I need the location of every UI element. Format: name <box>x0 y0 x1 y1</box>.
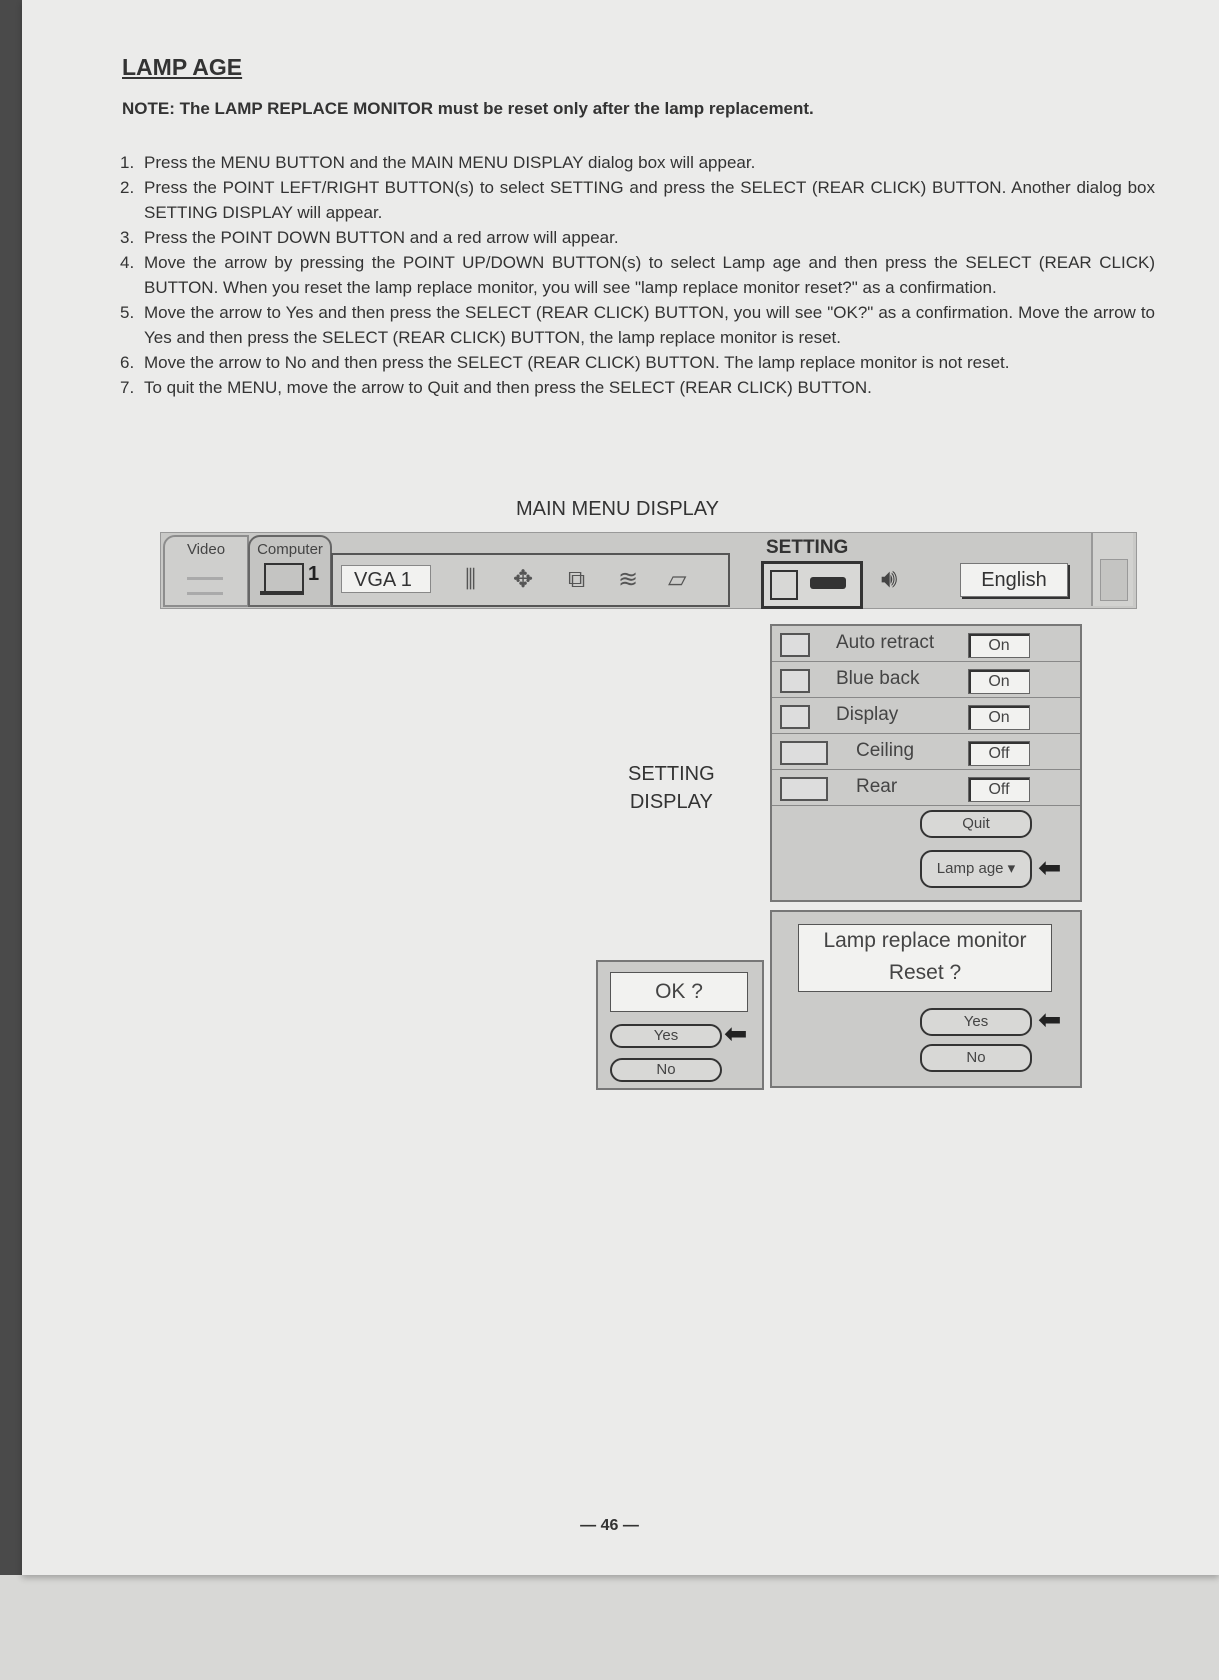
video-tab[interactable]: Video <box>163 535 249 607</box>
screen-icon <box>770 570 798 600</box>
step-item: 4. Move the arrow by pressing the POINT UP/DOWN BUTTON(s) to select Lamp age and then press the SELECT (REAR CLICK) BUTTON. When you reset the lamp replace monitor, you will see "lamp replace monitor reset?" as a confirmation. <box>120 253 1155 297</box>
ceiling-icon <box>780 741 828 765</box>
lamp-replace-dialog <box>770 910 1082 1088</box>
ok-dialog <box>596 960 764 1090</box>
language-button[interactable]: English <box>960 563 1068 597</box>
position-icon[interactable]: ✥ <box>513 566 534 593</box>
computer-monitor-icon <box>264 563 304 593</box>
step-item: 1. Press the MENU BUTTON and the MAIN MENU DISPLAY dialog box will appear. <box>120 153 756 172</box>
step-item: 2. Press the POINT LEFT/RIGHT BUTTON(s) to select SETTING and press the SELECT (REAR CLICK) BUTTON. Another dialog box SETTING DISPLAY will appear. <box>120 178 1155 222</box>
rear-icon <box>780 777 828 801</box>
setting-display-panel <box>770 624 1082 902</box>
instruction-steps <box>120 150 1155 400</box>
image-select-icon[interactable]: ⧉ <box>568 566 586 593</box>
lamp-age-button[interactable]: Lamp age ▾ <box>920 850 1032 888</box>
video-icon <box>187 577 223 595</box>
chevron-down-icon: ▾ <box>1007 860 1016 877</box>
step-item: 7. To quit the MENU, move the arrow to Quit and then press the SELECT (REAR CLICK) BUTTON. <box>120 378 872 397</box>
main-menu-caption: MAIN MENU DISPLAY <box>516 498 719 520</box>
computer-submenu-group <box>331 553 730 607</box>
setting-row-ceiling[interactable]: Ceiling Off <box>772 734 1080 770</box>
vga-mode-box[interactable]: VGA 1 <box>341 565 431 593</box>
screen-icon[interactable]: ▱ <box>668 566 687 593</box>
ok-yes-button[interactable]: Yes <box>610 1024 722 1048</box>
book-spine <box>0 0 22 1575</box>
step-item: 6. Move the arrow to No and then press the SELECT (REAR CLICK) BUTTON. The lamp replace monitor is not reset. <box>120 353 1010 372</box>
pointer-arrow-icon: ⬅ <box>1038 1004 1062 1035</box>
pc-adjust-icon[interactable]: ⫼ <box>465 566 477 593</box>
step-item: 3. Press the POINT DOWN BUTTON and a red arrow will appear. <box>120 228 619 247</box>
lamp-replace-message: Lamp replace monitor Reset ? <box>798 924 1052 992</box>
blue-back-icon <box>780 669 810 693</box>
page-number: — 46 — <box>580 1517 639 1534</box>
computer-tab[interactable]: Computer 1 <box>248 535 332 607</box>
setting-display-caption: SETTING DISPLAY <box>628 763 715 813</box>
pointer-arrow-icon: ⬅ <box>1038 852 1062 883</box>
note-text: NOTE: The LAMP REPLACE MONITOR must be reset only after the lamp replacement. <box>122 99 814 118</box>
setting-menu-button[interactable] <box>761 561 863 609</box>
ok-no-button[interactable]: No <box>610 1058 722 1082</box>
section-title: LAMP AGE <box>122 54 243 80</box>
auto-retract-icon <box>780 633 810 657</box>
lamp-reset-no-button[interactable]: No <box>920 1044 1032 1072</box>
ok-message: OK ? <box>610 972 748 1012</box>
setting-label: SETTING <box>766 537 849 558</box>
sound-icon[interactable]: 🔊︎ <box>881 563 898 593</box>
step-item: 5. Move the arrow to Yes and then press the SELECT (REAR CLICK) BUTTON, you will see "OK?" as a confirmation. Move the arrow to Yes and then press the SELECT (REAR CLICK) BUTTON, the lamp replace monitor is reset. <box>120 303 1155 347</box>
main-menu-bar <box>160 532 1137 609</box>
display-icon <box>780 705 810 729</box>
setting-row-blue-back[interactable]: Blue back On <box>772 662 1080 698</box>
projector-icon <box>810 577 846 589</box>
pointer-arrow-icon: ⬅ <box>724 1018 748 1049</box>
lamp-reset-yes-button[interactable]: Yes <box>920 1008 1032 1036</box>
setting-row-display[interactable]: Display On <box>772 698 1080 734</box>
setting-row-rear[interactable]: Rear Off <box>772 770 1080 806</box>
setting-row-auto-retract[interactable]: Auto retract On <box>772 626 1080 662</box>
image-adjust-icon[interactable]: ≋ <box>618 566 639 593</box>
quit-button[interactable]: Quit <box>920 810 1032 838</box>
menu-bar-end <box>1091 533 1133 606</box>
